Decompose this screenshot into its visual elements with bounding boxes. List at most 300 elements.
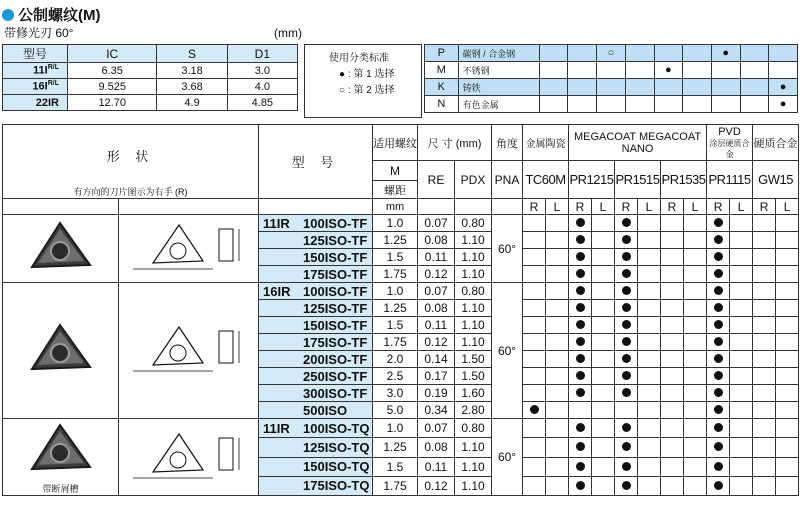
insert-photo-icon — [22, 217, 100, 277]
material-mark — [711, 96, 740, 113]
material-mark — [740, 45, 769, 62]
table-row — [3, 215, 799, 232]
grade-mark-cell — [730, 283, 753, 300]
grade-mark-cell — [707, 249, 730, 266]
first-choice-dot-icon — [576, 354, 585, 363]
grade-mark-cell — [753, 419, 776, 438]
spec-model-text: 11I — [33, 64, 48, 77]
model-prefix: 11IR — [263, 215, 290, 231]
grade-mark-cell — [523, 232, 546, 249]
grade-mark-cell — [707, 368, 730, 385]
grade-mark-cell — [661, 317, 684, 334]
model-code: 125ISO-TQ — [303, 439, 370, 455]
material-mark — [769, 45, 798, 62]
grade-mark-cell — [776, 368, 799, 385]
grade-mark-cell — [753, 283, 776, 300]
material-code: N — [425, 96, 459, 113]
model-code: 175ISO-TQ — [303, 478, 370, 494]
grade-mark-cell — [730, 457, 753, 476]
spec-d1 — [227, 63, 297, 79]
grade-mark-cell — [638, 351, 661, 368]
pitch-cell: 3.0 — [373, 385, 418, 402]
spec-ic — [68, 79, 157, 95]
grade-mark-cell — [707, 266, 730, 283]
grade-mark-cell — [592, 368, 615, 385]
spec-row — [3, 63, 298, 79]
grade-mark-cell — [661, 438, 684, 457]
re-cell: 0.19 — [418, 385, 455, 402]
material-name: 碳钢 / 合金钢 — [458, 45, 539, 62]
grade-mark-cell — [592, 457, 615, 476]
re-cell: 0.12 — [418, 476, 455, 495]
first-choice-dot-icon — [622, 337, 631, 346]
pdx-cell: 0.80 — [455, 215, 492, 232]
spec-hand-sup: R/L — [47, 64, 59, 72]
pitch-cell: 1.5 — [373, 317, 418, 334]
m-header: M — [373, 161, 418, 181]
grade-mark-cell — [707, 402, 730, 419]
first-choice-dot-icon — [622, 218, 631, 227]
material-mark: ○ — [597, 45, 626, 62]
material-mark — [683, 79, 712, 96]
rl-l: L — [684, 199, 707, 215]
spec-table — [2, 44, 298, 111]
grade-mark-cell — [661, 300, 684, 317]
grade-mark-cell — [730, 368, 753, 385]
grade-mark-cell — [776, 215, 799, 232]
grade-mark-cell — [661, 476, 684, 495]
legend-first-choice: ● : 第 1 选择 — [339, 69, 395, 80]
grade-mark-cell — [661, 368, 684, 385]
grade-mark-cell — [776, 283, 799, 300]
grade-mark-cell — [592, 283, 615, 300]
grade-mark-cell — [592, 419, 615, 438]
pitch-cell: 1.0 — [373, 419, 418, 438]
grade-mark-cell — [776, 402, 799, 419]
grade-mark-cell — [592, 351, 615, 368]
grade-mark-cell — [523, 334, 546, 351]
material-mark: ● — [654, 62, 683, 79]
rl-l: L — [776, 199, 799, 215]
re-cell: 0.11 — [418, 249, 455, 266]
grade-mark-cell — [546, 300, 569, 317]
grade-mark-cell — [776, 438, 799, 457]
grade-mark-cell — [661, 402, 684, 419]
size-header: 尺 寸 (mm) — [418, 125, 492, 161]
spec-model — [3, 63, 68, 79]
spec-row — [3, 95, 298, 111]
grade-mark-cell — [730, 232, 753, 249]
grade-mark-cell — [730, 266, 753, 283]
first-choice-dot-icon — [622, 303, 631, 312]
shape-drawing-spacer — [119, 199, 259, 215]
first-choice-dot-icon — [622, 423, 631, 432]
spec-ic — [68, 63, 157, 79]
spec-s-text: 3.18 — [181, 64, 203, 77]
grade-mark-cell — [684, 215, 707, 232]
pdx-cell: 1.50 — [455, 368, 492, 385]
insert-photo-icon — [22, 419, 100, 479]
grade-mark-cell — [592, 300, 615, 317]
spec-header-model: 型号 — [3, 45, 68, 63]
grade-mark-cell — [684, 402, 707, 419]
grade-mark-cell — [776, 266, 799, 283]
shape-drawing-cell — [119, 215, 259, 283]
page-title — [2, 4, 101, 25]
grade-mark-cell — [615, 266, 638, 283]
grade-mark-cell — [592, 249, 615, 266]
material-mark — [711, 79, 740, 96]
material-table — [424, 44, 798, 113]
pitch-cell: 1.25 — [373, 438, 418, 457]
grade-pr1215: PR1215 — [569, 161, 615, 199]
material-mark — [597, 79, 626, 96]
material-mark — [568, 79, 597, 96]
grade-mark-cell — [707, 476, 730, 495]
grade-mark-cell — [684, 368, 707, 385]
grade-mark-cell — [753, 266, 776, 283]
model-code: 100ISO-TQ — [303, 420, 370, 436]
first-choice-dot-icon — [530, 405, 539, 414]
grade-mark-cell — [707, 351, 730, 368]
grade-mark-cell — [592, 385, 615, 402]
grade-mark-cell — [776, 351, 799, 368]
table-row — [3, 283, 799, 300]
re-cell: 0.07 — [418, 283, 455, 300]
legend-title: 使用分类标准 — [329, 53, 389, 64]
grade-mark-cell — [569, 283, 592, 300]
model-code: 125ISO-TF — [303, 300, 368, 316]
shape-drawing-cell — [119, 283, 259, 419]
pitch-cell: 1.75 — [373, 266, 418, 283]
rl-r: R — [661, 199, 684, 215]
first-choice-dot-icon — [622, 286, 631, 295]
grade-mark-cell — [638, 317, 661, 334]
model-code: 150ISO-TF — [303, 317, 368, 333]
material-mark — [597, 96, 626, 113]
grade-mark-cell — [569, 368, 592, 385]
grade-mark-cell — [592, 317, 615, 334]
grade-mark-cell — [569, 402, 592, 419]
first-choice-dot-icon — [622, 354, 631, 363]
grade-mark-cell — [638, 283, 661, 300]
cermet-header: 金属陶瓷 — [523, 125, 569, 161]
grade-mark-cell — [523, 266, 546, 283]
grade-mark-cell — [730, 249, 753, 266]
first-choice-dot-icon — [714, 354, 723, 363]
grade-mark-cell — [730, 438, 753, 457]
grade-mark-cell — [546, 419, 569, 438]
first-choice-dot-icon — [714, 481, 723, 490]
model-cell — [259, 351, 373, 368]
thread-header: 适用螺纹 — [373, 125, 418, 161]
grade-mark-cell — [523, 283, 546, 300]
grade-mark-cell — [638, 419, 661, 438]
grade-mark-cell — [615, 457, 638, 476]
grade-mark-cell — [753, 351, 776, 368]
shape-caption: 带断屑槽 — [42, 484, 79, 494]
megacoat-header: MEGACOAT MEGACOAT NANO — [569, 125, 707, 161]
pitch-cell: 5.0 — [373, 402, 418, 419]
model-cell — [259, 300, 373, 317]
spec-s — [157, 63, 227, 79]
pvd-header-sub: 涂层硬质合金 — [709, 138, 750, 159]
material-mark — [539, 96, 568, 113]
grade-mark-cell — [615, 476, 638, 495]
grade-mark-cell — [730, 351, 753, 368]
pdx-cell: 1.10 — [455, 438, 492, 457]
first-choice-dot-icon — [576, 269, 585, 278]
grade-mark-cell — [569, 419, 592, 438]
rl-r: R — [569, 199, 592, 215]
spec-header-s: S — [157, 45, 227, 63]
grade-mark-cell — [661, 215, 684, 232]
first-choice-dot-icon — [714, 388, 723, 397]
grade-mark-cell — [730, 385, 753, 402]
material-mark — [683, 96, 712, 113]
re-cell: 0.07 — [418, 215, 455, 232]
grade-tc60m: TC60M — [523, 161, 569, 199]
model-code: 175ISO-TF — [303, 334, 368, 350]
first-choice-dot-icon — [576, 442, 585, 451]
material-mark — [568, 45, 597, 62]
model-cell — [259, 215, 373, 232]
grade-mark-cell — [592, 334, 615, 351]
pdx-cell: 1.10 — [455, 334, 492, 351]
grade-mark-cell — [546, 402, 569, 419]
grade-mark-cell — [638, 249, 661, 266]
rl-l: L — [730, 199, 753, 215]
subtitle: 带修光刃 60° — [4, 26, 74, 40]
grade-mark-cell — [730, 300, 753, 317]
grade-mark-cell — [615, 283, 638, 300]
legend-second-choice: ○ : 第 2 选择 — [339, 85, 395, 96]
shape-header — [3, 125, 259, 199]
grade-mark-cell — [753, 249, 776, 266]
insert-drawing-icon — [123, 424, 255, 488]
grade-mark-cell — [684, 476, 707, 495]
grade-mark-cell — [638, 476, 661, 495]
insert-drawing-icon — [123, 317, 255, 381]
pitch-cell: 2.5 — [373, 368, 418, 385]
rl-r: R — [615, 199, 638, 215]
grade-mark-cell — [707, 334, 730, 351]
grade-mark-cell — [592, 215, 615, 232]
spec-row — [3, 79, 298, 95]
grade-mark-cell — [730, 476, 753, 495]
material-mark — [769, 62, 798, 79]
spec-body — [3, 63, 298, 111]
spec-header-ic: IC — [68, 45, 157, 63]
grade-mark-cell — [546, 368, 569, 385]
pdx-cell: 1.60 — [455, 385, 492, 402]
grade-mark-cell — [776, 457, 799, 476]
model-code: 100ISO-TF — [303, 215, 368, 231]
grade-mark-cell — [569, 317, 592, 334]
model-code: 150ISO-TF — [303, 249, 368, 265]
model-cell — [259, 476, 373, 495]
first-choice-dot-icon — [714, 442, 723, 451]
model-cell — [259, 334, 373, 351]
model-cell — [259, 402, 373, 419]
grade-mark-cell — [753, 368, 776, 385]
grade-mark-cell — [638, 457, 661, 476]
spec-d1 — [227, 95, 297, 111]
mm-header: mm — [373, 199, 418, 215]
grade-mark-cell — [638, 334, 661, 351]
grade-mark-cell — [615, 215, 638, 232]
grade-mark-cell — [707, 385, 730, 402]
shape-photo-spacer — [3, 199, 119, 215]
insert-photo-icon — [22, 319, 100, 379]
model-cell — [259, 249, 373, 266]
grade-mark-cell — [684, 317, 707, 334]
spec-model-text: 22IR — [35, 96, 59, 109]
re-cell: 0.08 — [418, 232, 455, 249]
angle-header: 角度 — [492, 125, 523, 161]
re-cell: 0.08 — [418, 438, 455, 457]
rl-l: L — [638, 199, 661, 215]
grade-mark-cell — [592, 476, 615, 495]
grade-mark-cell — [523, 249, 546, 266]
material-mark — [568, 62, 597, 79]
model-code: 150ISO-TQ — [303, 459, 370, 475]
spec-s-text: 3.68 — [181, 80, 203, 93]
pitch-cell: 2.0 — [373, 351, 418, 368]
grade-mark-cell — [592, 438, 615, 457]
grade-mark-cell — [569, 249, 592, 266]
first-choice-dot-icon — [622, 371, 631, 380]
pvd-header-label: PVD — [718, 125, 741, 138]
grade-mark-cell — [684, 438, 707, 457]
spec-s — [157, 79, 227, 95]
angle-cell: 60° — [492, 419, 523, 496]
grade-mark-cell — [523, 419, 546, 438]
grade-mark-cell — [615, 249, 638, 266]
model-code: 300ISO-TF — [303, 385, 368, 401]
first-choice-dot-icon — [622, 442, 631, 451]
pdx-cell: 1.10 — [455, 232, 492, 249]
material-row — [425, 62, 798, 79]
spec-ic — [68, 95, 157, 111]
first-choice-dot-icon — [714, 218, 723, 227]
grade-mark-cell — [523, 438, 546, 457]
grade-mark-cell — [707, 419, 730, 438]
angle-cell: 60° — [492, 283, 523, 419]
material-row — [425, 96, 798, 113]
grade-mark-cell — [684, 351, 707, 368]
grade-mark-cell — [638, 232, 661, 249]
grade-mark-cell — [776, 419, 799, 438]
spec-model — [3, 79, 68, 95]
carbide-header: 硬质合金 — [753, 125, 799, 161]
grade-mark-cell — [546, 476, 569, 495]
material-mark — [683, 62, 712, 79]
model-cell — [259, 283, 373, 300]
grade-mark-cell — [730, 402, 753, 419]
grade-mark-cell — [638, 215, 661, 232]
grade-mark-cell — [615, 402, 638, 419]
grade-mark-cell — [753, 402, 776, 419]
spec-ic-text: 6.35 — [101, 64, 123, 77]
grade-mark-cell — [546, 232, 569, 249]
grade-mark-cell — [569, 457, 592, 476]
material-mark — [740, 62, 769, 79]
grade-mark-cell — [753, 385, 776, 402]
spec-d1-text: 4.0 — [254, 80, 270, 93]
grade-mark-cell — [523, 402, 546, 419]
first-choice-dot-icon — [622, 252, 631, 261]
re-cell: 0.12 — [418, 266, 455, 283]
first-choice-dot-icon — [714, 235, 723, 244]
re-header: RE — [418, 161, 455, 199]
model-cell — [259, 438, 373, 457]
material-mark — [740, 96, 769, 113]
material-row — [425, 45, 798, 62]
grade-mark-cell — [523, 476, 546, 495]
pdx-cell: 1.10 — [455, 476, 492, 495]
re-cell: 0.12 — [418, 334, 455, 351]
material-mark — [654, 45, 683, 62]
grade-mark-cell — [753, 334, 776, 351]
grade-mark-cell — [661, 419, 684, 438]
model-cell — [259, 385, 373, 402]
grade-mark-cell — [638, 368, 661, 385]
grade-mark-cell — [638, 385, 661, 402]
re-cell: 0.11 — [418, 457, 455, 476]
grade-mark-cell — [661, 351, 684, 368]
grade-mark-cell — [753, 215, 776, 232]
rl-l: L — [546, 199, 569, 215]
grade-mark-cell — [707, 300, 730, 317]
re-cell: 0.34 — [418, 402, 455, 419]
grade-mark-cell — [615, 351, 638, 368]
material-name: 有色金属 — [458, 96, 539, 113]
grade-mark-cell — [661, 232, 684, 249]
grade-mark-cell — [707, 317, 730, 334]
material-mark — [539, 45, 568, 62]
spec-ic-text: 9.525 — [98, 80, 126, 93]
pitch-cell: 1.75 — [373, 476, 418, 495]
grade-mark-cell — [638, 402, 661, 419]
grade-mark-cell — [546, 249, 569, 266]
spec-d1 — [227, 79, 297, 95]
pdx-cell: 1.10 — [455, 317, 492, 334]
spec-s-text: 4.9 — [184, 96, 200, 109]
pvd-header — [707, 125, 753, 161]
grade-mark-cell — [730, 334, 753, 351]
grade-mark-cell — [661, 334, 684, 351]
page-title-text: 公制螺纹(M) — [18, 7, 101, 24]
pitch-cell: 1.0 — [373, 283, 418, 300]
table-row — [3, 419, 799, 438]
material-name: 铸铁 — [458, 79, 539, 96]
grade-mark-cell — [684, 419, 707, 438]
grade-mark-cell — [592, 266, 615, 283]
grade-mark-cell — [569, 266, 592, 283]
rl-r: R — [707, 199, 730, 215]
material-mark — [711, 62, 740, 79]
grade-mark-cell — [569, 334, 592, 351]
grade-mark-cell — [523, 351, 546, 368]
grade-mark-cell — [592, 232, 615, 249]
model-cell — [259, 232, 373, 249]
first-choice-dot-icon — [576, 371, 585, 380]
pdx-cell: 1.10 — [455, 266, 492, 283]
pdx-header: PDX — [455, 161, 492, 199]
grade-mark-cell — [615, 438, 638, 457]
pdx-cell: 0.80 — [455, 419, 492, 438]
